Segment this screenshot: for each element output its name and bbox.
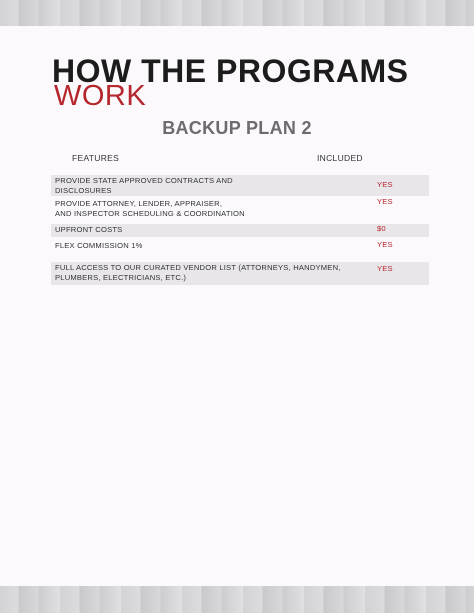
feature-cell: PROVIDE ATTORNEY, LENDER, APPRAISER, AND INSPECTOR SCHEDULING & COORDINATION xyxy=(55,199,245,218)
background-top-strip xyxy=(0,0,474,26)
table-row xyxy=(51,262,429,285)
included-cell: YES xyxy=(377,180,393,189)
feature-cell: FULL ACCESS TO OUR CURATED VENDOR LIST (ATTORNEYS, HANDYMEN, PLUMBERS, ELECTRICIANS, ETC.) xyxy=(55,263,341,282)
column-header-features: FEATURES xyxy=(72,153,120,163)
included-cell: YES xyxy=(377,240,393,249)
included-cell: YES xyxy=(377,264,393,273)
column-header-included: INCLUDED xyxy=(317,153,363,163)
table-row xyxy=(51,224,429,237)
plan-name: BACKUP PLAN 2 xyxy=(162,118,312,138)
included-cell: $0 xyxy=(377,224,386,233)
table-row xyxy=(51,198,429,220)
page-title-line2: WORK xyxy=(54,80,147,112)
table-row xyxy=(51,175,429,196)
feature-cell: PROVIDE STATE APPROVED CONTRACTS AND DISCLOSURES xyxy=(55,176,233,195)
document-page xyxy=(0,26,474,586)
feature-cell: FLEX COMMISSION 1% xyxy=(55,241,143,250)
feature-cell: UPFRONT COSTS xyxy=(55,225,123,234)
included-cell: YES xyxy=(377,197,393,206)
background-bottom-strip xyxy=(0,586,474,613)
table-row xyxy=(51,240,429,254)
page-title-line1: HOW THE PROGRAMS xyxy=(52,53,409,89)
